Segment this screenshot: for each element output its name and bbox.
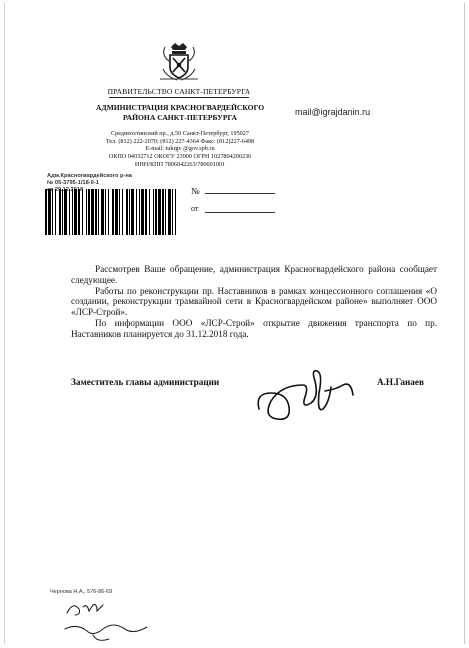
inn-line: ИНН/КПП 7806042263/780601001 [134,160,226,168]
stamp-line-number: № 05-3795-1/18-0-1 [47,180,99,186]
recipient-email: mail@igrajdanin.ru [295,107,371,117]
barcode-bar [62,189,63,235]
document-page [4,3,465,644]
barcode-bar [155,189,157,235]
barcode-bar [141,189,144,235]
administration-title [75,103,285,122]
paragraph-3: По информации ООО «ЛСР-Строй» открытие движения транспорта по пр. Наставников планируется до 31.12.2018 года. [71,317,437,339]
barcode-bar [145,189,147,235]
barcode-bar [129,189,130,235]
handwritten-signature [253,363,363,423]
email-line: E-mail: tukrgv @gov.spb.ru [145,145,215,153]
barcode-bar [64,189,67,235]
barcode-bar [95,189,97,235]
okpo-line: ОКПО 04032712 ОКОГУ 23900 ОГРН 1027804200236 [108,153,252,161]
barcode-bar [165,189,166,235]
barcode-bar [115,189,118,235]
barcode-bar [74,189,77,235]
barcode-bar [158,189,161,235]
barcode-bar [59,189,61,235]
barcode-bar [98,189,99,235]
administration-title-line1: АДМИНИСТРАЦИЯ КРАСНОГВАРДЕЙСКОГО [95,103,265,112]
barcode [45,189,179,235]
barcode-bar [126,189,128,235]
barcode-bar [172,189,173,235]
government-title: ПРАВИТЕЛЬСТВО САНКТ-ПЕТЕРБУРГА [107,87,251,96]
signatory-name: А.Н.Ганаев [377,377,424,387]
barcode-bar [119,189,120,235]
barcode-bar [88,189,90,235]
barcode-bar [162,189,164,235]
handwritten-scribble [63,599,153,645]
barcode-bar [69,189,70,235]
letter-body [71,264,437,340]
phone-line: Тел. (812) 222-2070; (812) 227-4364 Факс: (812)227-6498 [105,137,255,145]
administration-title-line2: РАЙОНА САНКТ-ПЕТЕРБУРГА [122,112,238,122]
barcode-bar [108,189,109,235]
barcode-bar [149,189,150,235]
date-field-line [205,212,275,213]
barcode-bar [105,189,106,235]
divider [109,97,249,98]
signatory-position: Заместитель главы администрации [71,377,220,387]
stamp-line-date: 29.12.2018 [54,187,84,193]
paragraph-2: Работы по реконструкции пр. Наставников в рамках концессионного соглашения «О создании, реконструкции трамвайной сети в Красногвардейском районе» выполняет ООО «ЛСР-Строй». [71,285,437,318]
barcode-bar [131,189,134,235]
address-line: Среднеохтинский пр., д.50 Санкт-Петербург, 195027 [111,130,249,137]
barcode-bar [45,189,47,235]
paragraph-1: Рассмотрев Ваше обращение, администрация Красногвардейского района сообщает следующее. [71,264,437,285]
barcode-bar [52,189,53,235]
stamp-line-org: Адм.Красногвардейского р-на [47,173,132,179]
barcode-bar [122,189,123,235]
barcode-bar [175,189,176,235]
date-label: от [191,204,199,213]
coat-of-arms-icon [157,41,201,83]
barcode-bar [101,189,104,235]
barcode-bar [48,189,51,235]
barcode-bar [112,189,114,235]
barcode-bar [168,189,171,235]
barcode-bar [86,189,87,235]
number-field-line [205,193,275,194]
number-label: № [191,186,200,196]
barcode-bar [153,189,154,235]
barcode-bar [91,189,94,235]
barcode-bar [55,189,56,235]
contact-details [77,130,283,169]
barcode-bar [82,189,83,235]
barcode-bar [72,189,73,235]
barcode-bar [139,189,140,235]
executor-contact: Чернова Н.А., 576-86-69 [50,589,113,595]
barcode-bar [136,189,137,235]
barcode-bar [78,189,80,235]
